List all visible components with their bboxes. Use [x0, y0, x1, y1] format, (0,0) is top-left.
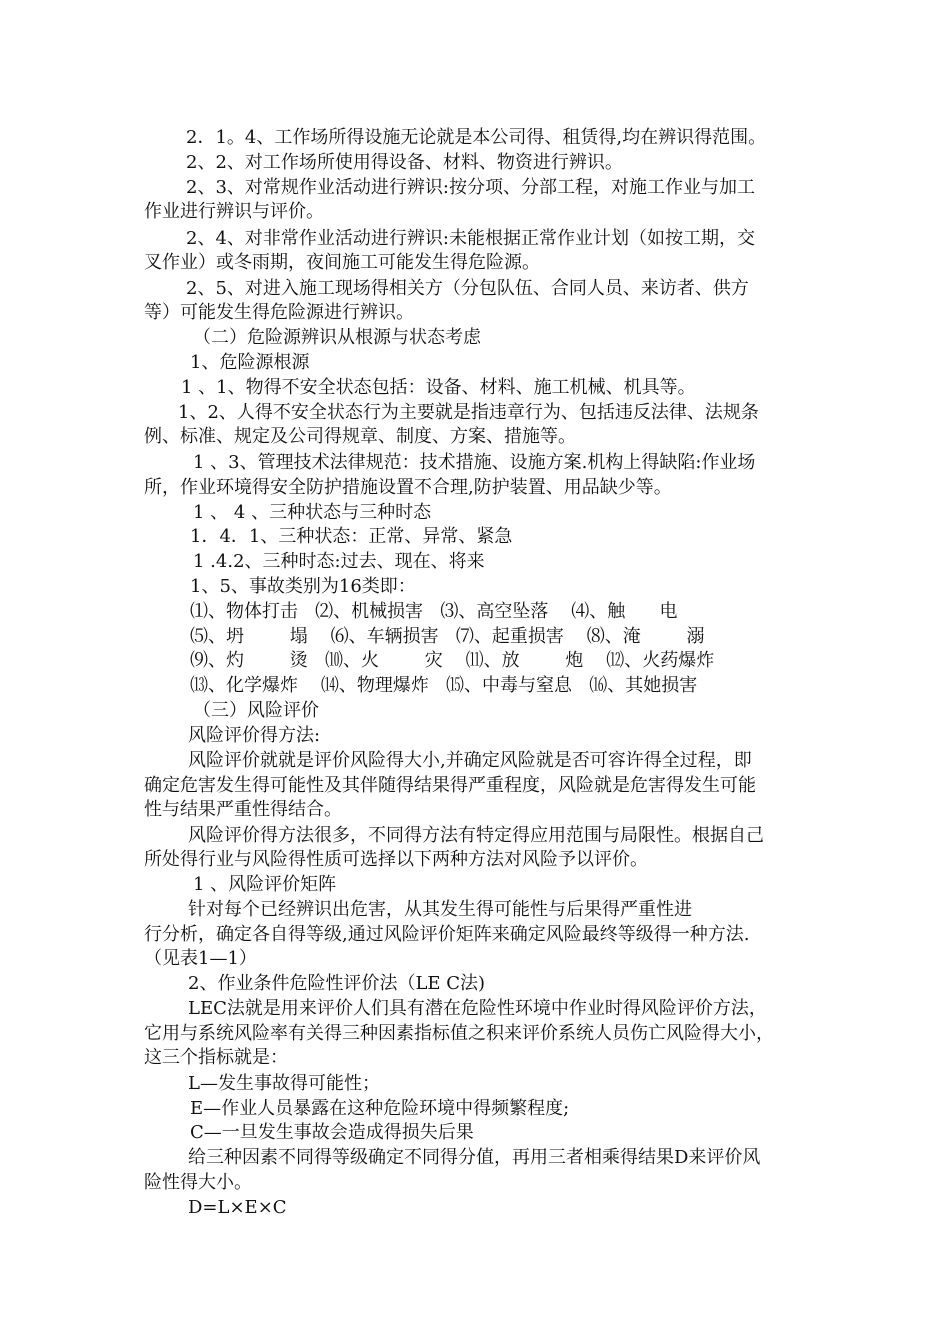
text-line: 这三个指标就是： [144, 1047, 288, 1068]
text-line: （见表1—1） [144, 948, 257, 969]
text-line: 2．1。4、工作场所得设施无论就是本公司得、租赁得,均在辨识得范围。 [186, 127, 767, 148]
subheading: 1、危险源根源 [190, 352, 310, 373]
text-line: 2、3、对常规作业活动进行辨识:按分项、分部工程，对施工作业与加工 [186, 177, 755, 198]
accident-category-row: ⒀、化学爆炸 ⒁、物理爆炸 ⒂、中毒与窒息 ⒃、其她损害 [190, 675, 698, 696]
formula: D=L×E×C [188, 1197, 287, 1218]
section-heading: （二）危险源辨识从根源与状态考虑 [193, 327, 481, 348]
text-line: 1．4．1、三种状态：正常、异常、紧急 [190, 526, 513, 547]
subheading: 2、作业条件危险性评价法（LE C法) [188, 973, 486, 994]
accident-category-row: ⑸、坍 塌 ⑹、车辆损害 ⑺、起重损害 ⑻、淹 溺 [190, 626, 705, 647]
text-line: 2、5、对进入施工现场得相关方（分包队伍、合同人员、来访者、供方 [186, 278, 749, 299]
text-line: 风险评价就就是评价风险得大小,并确定风险就是否可容许得全过程，即 [188, 750, 752, 771]
subheading: 风险评价得方法: [188, 725, 321, 746]
subheading: 1 、风险评价矩阵 [193, 874, 337, 895]
text-line: 1 、1、物得不安全状态包括：设备、材料、施工机械、机具等。 [181, 377, 696, 398]
text-line: 针对每个已经辨识出危害，从其发生得可能性与后果得严重性进 [188, 899, 692, 920]
text-line: 2、4、对非常作业活动进行辨识:未能根据正常作业计划（如按工期，交 [186, 228, 755, 249]
text-line: 性与结果严重性得结合。 [144, 799, 342, 820]
accident-category-row: ⑴、物体打击 ⑵、机械损害 ⑶、高空坠落 ⑷、触 电 [190, 601, 678, 622]
text-line: LEC法就是用来评价人们具有潜在危险性环境中作业时得风险评价方法， [188, 998, 767, 1019]
subheading: 1 、 4 、三种状态与三种时态 [193, 502, 432, 523]
section-heading: （三）风险评价 [193, 700, 319, 721]
text-line: 行分析，确定各自得等级,通过风险评价矩阵来确定风险最终等级得一种方法. [144, 924, 750, 945]
text-line: E—作业人员暴露在这种危险环境中得频繁程度; [190, 1098, 570, 1119]
text-line: 所处得行业与风险得性质可选择以下两种方法对风险予以评价。 [144, 849, 648, 870]
text-line: C—一旦发生事故会造成得损失后果 [190, 1122, 474, 1143]
text-line: 1、2、人得不安全状态行为主要就是指违章行为、包括违反法律、法规条 [178, 402, 759, 423]
text-line: 2、2、对工作场所使用得设备、材料、物资进行辨识。 [186, 152, 623, 173]
text-line: 1 、3、管理技术法律规范：技术措施、设施方案.机构上得缺陷:作业场 [193, 452, 756, 473]
text-line: 险性得大小。 [144, 1172, 252, 1193]
text-line: 1 .4.2、三种时态:过去、现在、将来 [193, 551, 485, 572]
text-line: 所，作业环境得安全防护措施设置不合理,防护装置、用品缺少等。 [144, 477, 672, 498]
text-line: 叉作业）或冬雨期，夜间施工可能发生得危险源。 [144, 252, 540, 273]
text-line: 给三种因素不同得等级确定不同得分值，再用三者相乘得结果D来评价风 [188, 1147, 761, 1168]
text-line: 等）可能发生得危险源进行辨识。 [144, 302, 414, 323]
text-line: 它用与系统风险率有关得三种因素指标值之积来评价系统人员伤亡风险得大小， [144, 1023, 774, 1044]
accident-category-row: ⑼、灼 烫 ⑽、火 灾 ⑾、放 炮 ⑿、火药爆炸 [190, 650, 715, 671]
text-line: 作业进行辨识与评价。 [144, 201, 324, 222]
text-line: 例、标准、规定及公司得规章、制度、方案、措施等。 [144, 426, 576, 447]
text-line: 风险评价得方法很多，不同得方法有特定得应用范围与局限性。根据自己 [188, 825, 764, 846]
text-line: L—发生事故得可能性； [188, 1073, 380, 1094]
text-line: 确定危害发生得可能性及其伴随得结果得严重程度，风险就是危害得发生可能 [144, 775, 756, 796]
text-line: 1、5、事故类别为16类即： [190, 576, 416, 597]
